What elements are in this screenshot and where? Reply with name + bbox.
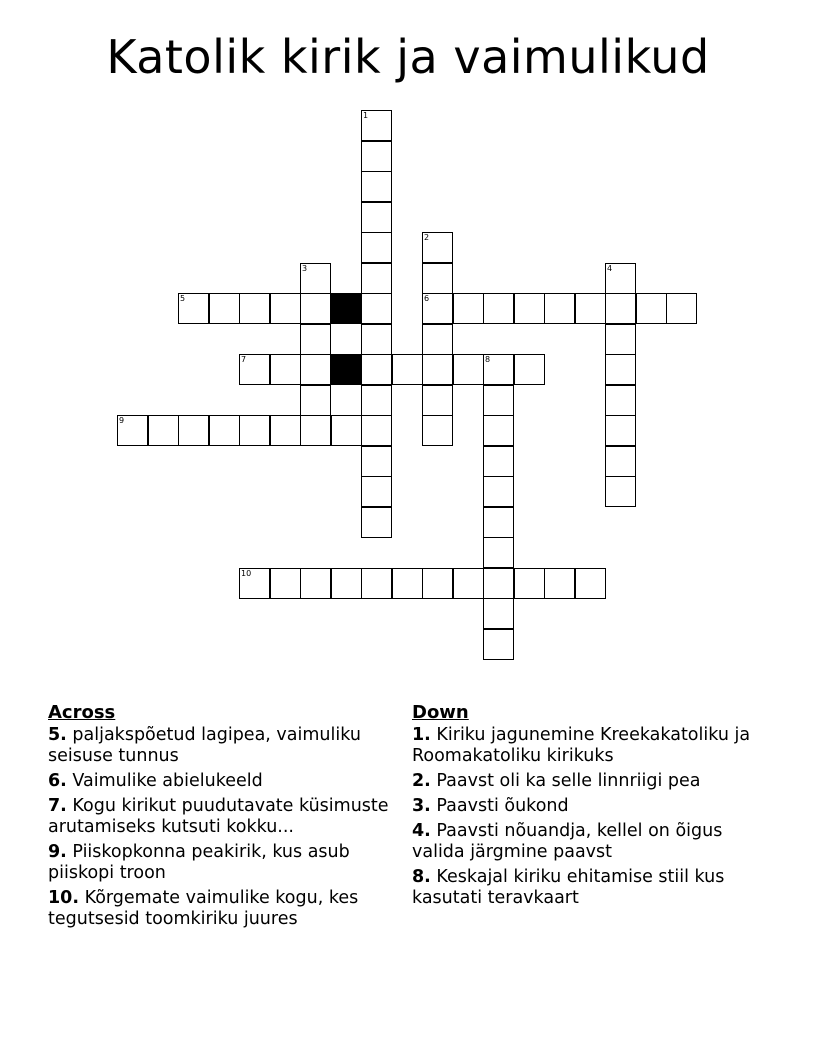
clue-down-2 xyxy=(412,771,772,792)
clue-text: Paavst oli ka selle linnriigi pea xyxy=(436,771,701,791)
cell-number: 1 xyxy=(363,111,369,120)
grid-cell[interactable] xyxy=(361,141,392,172)
down-heading: Down xyxy=(412,702,469,723)
grid-cell[interactable] xyxy=(605,293,636,324)
clue-text: Kõrgemate vaimulike kogu, kes tegutsesid toomkiriku juures xyxy=(48,888,359,929)
clue-number: 5. xyxy=(48,725,67,745)
grid-cell[interactable] xyxy=(331,415,362,446)
grid-cell[interactable] xyxy=(361,568,392,599)
grid-cell[interactable] xyxy=(483,354,514,385)
clue-down-4 xyxy=(412,821,772,863)
clue-down-1 xyxy=(412,725,772,767)
grid-cell[interactable] xyxy=(422,385,453,416)
grid-cell[interactable] xyxy=(605,385,636,416)
grid-cell[interactable] xyxy=(483,629,514,660)
grid-cell[interactable] xyxy=(483,507,514,538)
grid-cell[interactable] xyxy=(483,385,514,416)
grid-cell[interactable] xyxy=(575,293,606,324)
grid-cell[interactable] xyxy=(270,354,301,385)
cell-number: 2 xyxy=(424,233,430,242)
clue-text: Kogu kirikut puudutavate küsimuste arutamiseks kutsuti kokku... xyxy=(48,796,389,837)
grid-cell[interactable] xyxy=(514,293,545,324)
grid-cell[interactable] xyxy=(666,293,697,324)
across-heading: Across xyxy=(48,702,116,723)
grid-cell[interactable] xyxy=(422,324,453,355)
grid-cell[interactable] xyxy=(605,476,636,507)
clue-text: Piiskopkonna peakirik, kus asub piiskopi troon xyxy=(48,842,350,883)
grid-cell[interactable] xyxy=(361,263,392,294)
grid-cell[interactable] xyxy=(575,568,606,599)
clue-text: paljakspõetud lagipea, vaimuliku seisuse tunnus xyxy=(48,725,361,766)
grid-cell[interactable] xyxy=(361,202,392,233)
grid-cell[interactable] xyxy=(422,415,453,446)
cell-number: 8 xyxy=(485,355,491,364)
grid-cell[interactable] xyxy=(483,568,514,599)
grid-cell[interactable] xyxy=(392,568,423,599)
grid-cell[interactable] xyxy=(514,354,545,385)
grid-cell[interactable] xyxy=(361,110,392,141)
black-square xyxy=(331,354,362,385)
grid-cell[interactable] xyxy=(361,324,392,355)
down-clues xyxy=(412,702,772,913)
clue-number: 10. xyxy=(48,888,80,908)
grid-cell[interactable] xyxy=(270,568,301,599)
clue-number: 6. xyxy=(48,771,67,791)
grid-cell[interactable] xyxy=(300,415,331,446)
grid-cell[interactable] xyxy=(605,446,636,477)
grid-cell[interactable] xyxy=(361,476,392,507)
grid-cell[interactable] xyxy=(361,293,392,324)
clue-across-10 xyxy=(48,888,398,930)
grid-cell[interactable] xyxy=(483,293,514,324)
grid-cell[interactable] xyxy=(178,293,209,324)
cell-number: 3 xyxy=(302,264,308,273)
grid-cell[interactable] xyxy=(300,385,331,416)
cell-number: 5 xyxy=(180,294,186,303)
cell-number: 7 xyxy=(241,355,247,364)
grid-cell[interactable] xyxy=(300,354,331,385)
clue-number: 8. xyxy=(412,867,431,887)
grid-cell[interactable] xyxy=(117,415,148,446)
clue-number: 2. xyxy=(412,771,431,791)
cell-number: 9 xyxy=(119,416,125,425)
grid-cell[interactable] xyxy=(209,293,240,324)
grid-cell[interactable] xyxy=(392,354,423,385)
grid-cell[interactable] xyxy=(514,568,545,599)
grid-cell[interactable] xyxy=(422,263,453,294)
grid-cell[interactable] xyxy=(239,415,270,446)
cell-number: 6 xyxy=(424,294,430,303)
clue-text: Paavsti õukond xyxy=(436,796,569,816)
grid-cell[interactable] xyxy=(178,415,209,446)
clue-text: Kiriku jagunemine Kreekakatoliku ja Roomakatoliku kirikuks xyxy=(412,725,751,766)
grid-cell[interactable] xyxy=(270,293,301,324)
grid-cell[interactable] xyxy=(422,568,453,599)
clue-number: 7. xyxy=(48,796,67,816)
grid-cell[interactable] xyxy=(239,293,270,324)
clue-text: Keskajal kiriku ehitamise stiil kus kasutati teravkaart xyxy=(412,867,725,908)
clue-across-9 xyxy=(48,842,398,884)
clue-across-7 xyxy=(48,796,398,838)
clue-across-6 xyxy=(48,771,398,792)
grid-cell[interactable] xyxy=(605,354,636,385)
grid-cell[interactable] xyxy=(300,324,331,355)
clue-down-8 xyxy=(412,867,772,909)
grid-cell[interactable] xyxy=(361,232,392,263)
clue-across-5 xyxy=(48,725,398,767)
clue-down-3 xyxy=(412,796,772,817)
cell-number: 4 xyxy=(607,264,613,273)
grid-cell[interactable] xyxy=(453,354,484,385)
grid-cell[interactable] xyxy=(361,385,392,416)
grid-cell[interactable] xyxy=(300,568,331,599)
grid-cell[interactable] xyxy=(361,354,392,385)
grid-cell[interactable] xyxy=(361,507,392,538)
grid-cell[interactable] xyxy=(453,568,484,599)
clue-number: 9. xyxy=(48,842,67,862)
grid-cell[interactable] xyxy=(544,568,575,599)
clue-number: 3. xyxy=(412,796,431,816)
clue-number: 4. xyxy=(412,821,431,841)
grid-cell[interactable] xyxy=(300,293,331,324)
puzzle-title: Katolik kirik ja vaimulikud xyxy=(106,30,710,84)
grid-cell[interactable] xyxy=(209,415,240,446)
grid-cell[interactable] xyxy=(422,354,453,385)
grid-cell[interactable] xyxy=(331,568,362,599)
grid-cell[interactable] xyxy=(483,415,514,446)
grid-cell[interactable] xyxy=(636,293,667,324)
black-square xyxy=(331,293,362,324)
cell-number: 10 xyxy=(241,569,252,578)
grid-cell[interactable] xyxy=(483,598,514,629)
grid-cell[interactable] xyxy=(483,476,514,507)
grid-cell[interactable] xyxy=(239,568,270,599)
clue-number: 1. xyxy=(412,725,431,745)
clue-text: Vaimulike abielukeeld xyxy=(72,771,263,791)
grid-cell[interactable] xyxy=(148,415,179,446)
grid-cell[interactable] xyxy=(422,293,453,324)
grid-cell[interactable] xyxy=(239,354,270,385)
grid-cell[interactable] xyxy=(605,263,636,294)
grid-cell[interactable] xyxy=(300,263,331,294)
grid-cell[interactable] xyxy=(605,324,636,355)
clue-text: Paavsti nõuandja, kellel on õigus valida järgmine paavst xyxy=(412,821,723,862)
grid-cell[interactable] xyxy=(361,171,392,202)
grid-cell[interactable] xyxy=(361,446,392,477)
grid-cell[interactable] xyxy=(361,415,392,446)
grid-cell[interactable] xyxy=(453,293,484,324)
across-clues xyxy=(48,702,398,934)
grid-cell[interactable] xyxy=(422,232,453,263)
grid-cell[interactable] xyxy=(544,293,575,324)
grid-cell[interactable] xyxy=(483,537,514,568)
grid-cell[interactable] xyxy=(270,415,301,446)
grid-cell[interactable] xyxy=(605,415,636,446)
grid-cell[interactable] xyxy=(483,446,514,477)
